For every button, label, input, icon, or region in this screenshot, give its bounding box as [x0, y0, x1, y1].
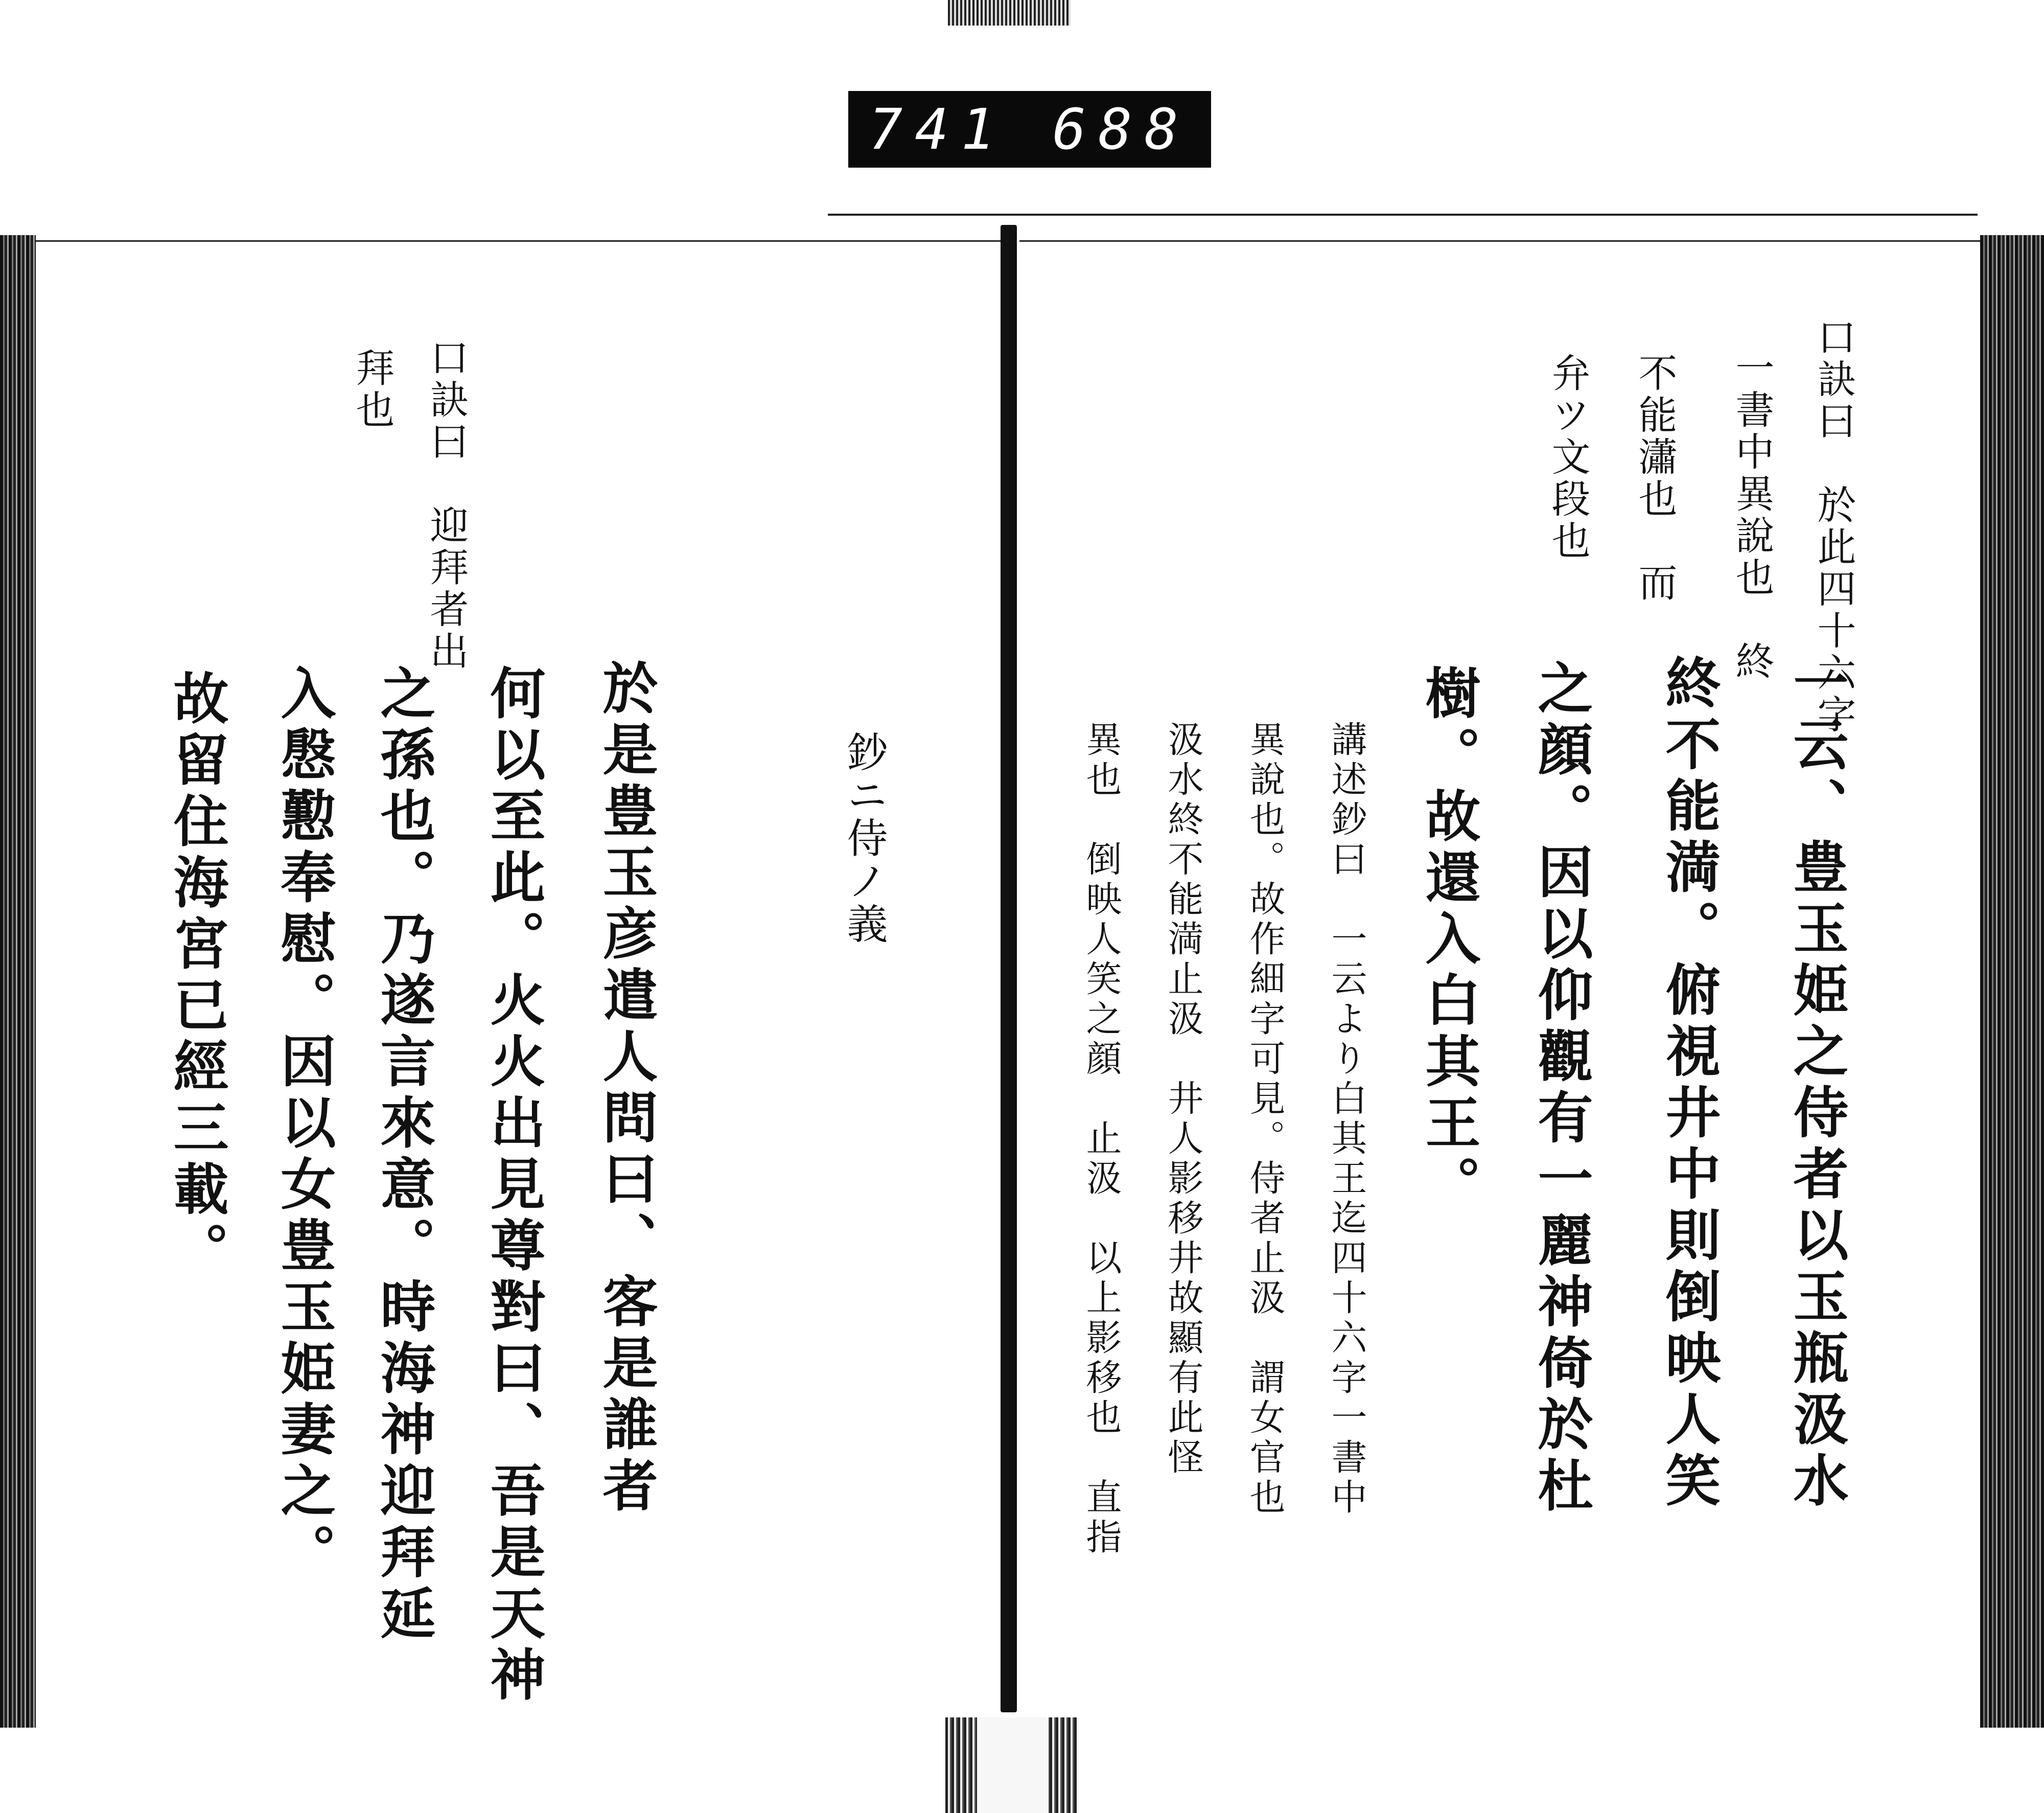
right-main-col-3: 之顔。因以仰觀有一麗神倚於杜 — [1528, 659, 1593, 1518]
binding-clip-bottom — [945, 1717, 1078, 1813]
left-commentary-col-2: 拜也 — [350, 348, 395, 431]
left-main-col-2: 何以至此。火火出見尊對曰、吾是天神 — [481, 664, 545, 1707]
left-page-edge — [0, 235, 36, 1728]
left-commentary-col-1: 口訣曰 迎拜者出 — [424, 337, 469, 673]
right-lecture-col-2: 異說也。故作細字可見。侍者止汲 謂女官也 — [1244, 721, 1286, 1518]
left-main-col-5: 故留住海宮已經三載。 — [164, 670, 228, 1283]
page-top-rule — [828, 214, 1978, 216]
left-main-col-4: 入慇懃奉慰。因以女豊玉姫妻之。 — [271, 664, 336, 1585]
right-main-col-1: 一云、豊玉姫之侍者以玉瓶汲水 — [1784, 654, 1848, 1513]
right-commentary-col-2: 一書中異說也 終 — [1729, 348, 1775, 683]
call-number-right: 688 — [1052, 97, 1191, 162]
binding-clip-top — [948, 0, 1071, 26]
right-lecture-col-3: 汲水終不能満止汲 井人影移井故顯有此怪 — [1162, 721, 1204, 1478]
right-lecture-col-4: 異也 倒映人笑之顔 止汲 以上影移也 直指 — [1080, 721, 1122, 1558]
right-main-col-4: 樹。故還入白其王。 — [1416, 664, 1480, 1217]
right-page-edge — [1980, 235, 2044, 1728]
right-commentary-col-1: 口訣曰 於此四十六字 — [1811, 317, 1856, 736]
call-number-plate — [848, 91, 1211, 168]
right-commentary-col-3: 不能瀟也 而 — [1632, 353, 1678, 604]
call-number-left: 741 — [869, 97, 1007, 162]
left-main-col-1: 於是豊玉彦遣人問曰、客是誰者 — [593, 659, 658, 1518]
right-main-col-2: 終不能満。俯視井中則倒映人笑 — [1656, 654, 1721, 1513]
book-spine — [1001, 225, 1017, 1712]
right-lecture-col-1: 講述鈔曰 一云より白其王迄四十六字一書中 — [1326, 721, 1367, 1518]
right-commentary-col-4: 弁ツ文段也 — [1545, 353, 1591, 562]
left-main-col-3: 之孫也。乃遂言來意。時海神迎拜延 — [371, 664, 435, 1646]
left-center-note: 鈔ニ侍ノ義 — [840, 731, 888, 946]
